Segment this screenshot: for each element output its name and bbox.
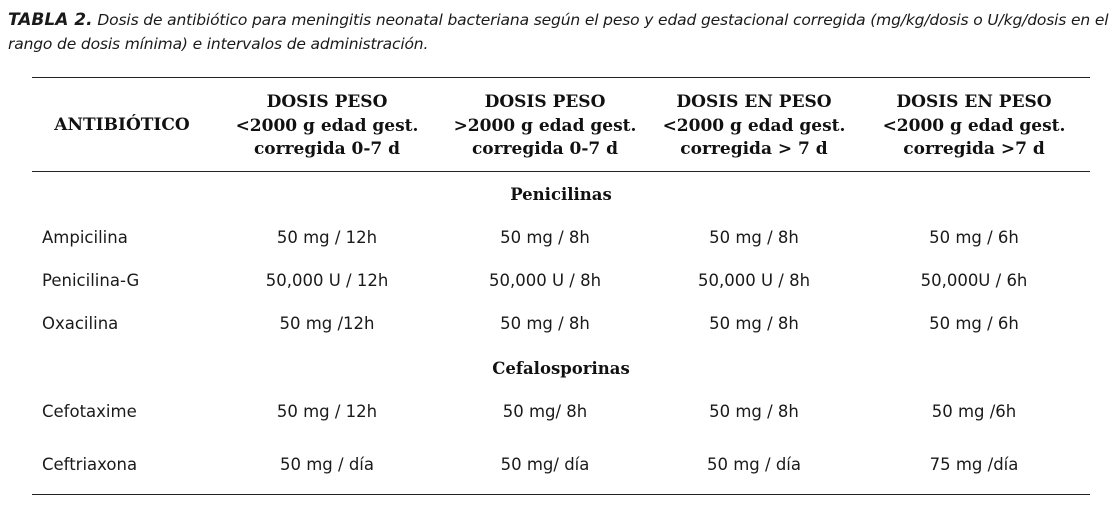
header-line: <2000 g edad gest.	[235, 115, 419, 136]
header-antibiotico	[32, 114, 212, 138]
section-title-cefalosporinas: Cefalosporinas	[492, 359, 630, 378]
table-cell: 50 mg / 8h	[709, 402, 799, 421]
header-line: corregida > 7 d	[680, 139, 828, 159]
table-cell: 50 mg/ 8h	[502, 402, 588, 421]
table-cell: 50 mg / día	[706, 455, 801, 474]
drug-name-oxacilina: Oxacilina	[42, 314, 119, 333]
header-line: corregida 0-7 d	[253, 139, 401, 159]
table-cell: 50 mg / 12h	[276, 402, 378, 421]
table-cell: 50 mg / 8h	[709, 314, 799, 333]
table-cell: 50,000U / 6h	[920, 271, 1028, 290]
caption-label: TABLA 2.	[8, 10, 93, 30]
drug-name-cefotaxime: Cefotaxime	[42, 402, 137, 421]
table-cell: 50 mg / 12h	[276, 228, 378, 247]
table-caption	[8, 8, 1113, 56]
table-cell: 50 mg / 8h	[500, 314, 590, 333]
header-line: ANTIBIÓTICO	[54, 115, 190, 135]
header-line: DOSIS PESO	[266, 92, 388, 112]
table-cell: 50 mg / 6h	[929, 314, 1019, 333]
drug-name-ceftriaxona: Ceftriaxona	[42, 455, 138, 474]
table-cell: 50 mg / 6h	[929, 228, 1019, 247]
table-cell: 50 mg / 8h	[500, 228, 590, 247]
caption-text: Dosis de antibiótico para meningitis neonatal bacteriana según el peso y edad gestacional corregida (mg/kg/dosis o U/kg/dosis en el rango de dosis mínima) e intervalos de administración.	[8, 11, 1109, 53]
header-dosis-en-peso-gt7d-a	[648, 91, 860, 162]
header-line: >2000 g edad gest.	[453, 115, 637, 136]
header-dosis-peso-gt2000-0-7d	[440, 91, 650, 162]
table-cell: 50,000 U / 8h	[697, 271, 811, 290]
header-dosis-en-peso-gt7d-b	[866, 91, 1082, 162]
table-cell: 50,000 U / 8h	[488, 271, 602, 290]
section-title-penicilinas: Penicilinas	[510, 185, 612, 204]
table-top-rule	[32, 77, 1090, 78]
table-cell: 50 mg / 8h	[709, 228, 799, 247]
table-cell: 50 mg / día	[279, 455, 374, 474]
drug-name-penicilina-g: Penicilina-G	[42, 271, 140, 290]
header-line: <2000 g edad gest.	[882, 115, 1066, 136]
table-cell: 75 mg /día	[929, 455, 1019, 474]
table-cell: 50,000 U / 12h	[265, 271, 389, 290]
header-line: DOSIS PESO	[484, 92, 606, 112]
table-bottom-rule	[32, 494, 1090, 495]
table-cell: 50 mg /6h	[931, 402, 1017, 421]
header-line: DOSIS EN PESO	[896, 92, 1052, 112]
header-bottom-rule	[32, 171, 1090, 172]
header-dosis-peso-lt2000-0-7d	[222, 91, 432, 162]
header-line: DOSIS EN PESO	[676, 92, 832, 112]
drug-name-ampicilina: Ampicilina	[42, 228, 128, 247]
header-line: corregida 0-7 d	[471, 139, 619, 159]
table-cell: 50 mg/ día	[500, 455, 590, 474]
header-line: <2000 g edad gest.	[662, 115, 846, 136]
table-cell: 50 mg /12h	[279, 314, 375, 333]
header-line: corregida >7 d	[903, 139, 1045, 159]
